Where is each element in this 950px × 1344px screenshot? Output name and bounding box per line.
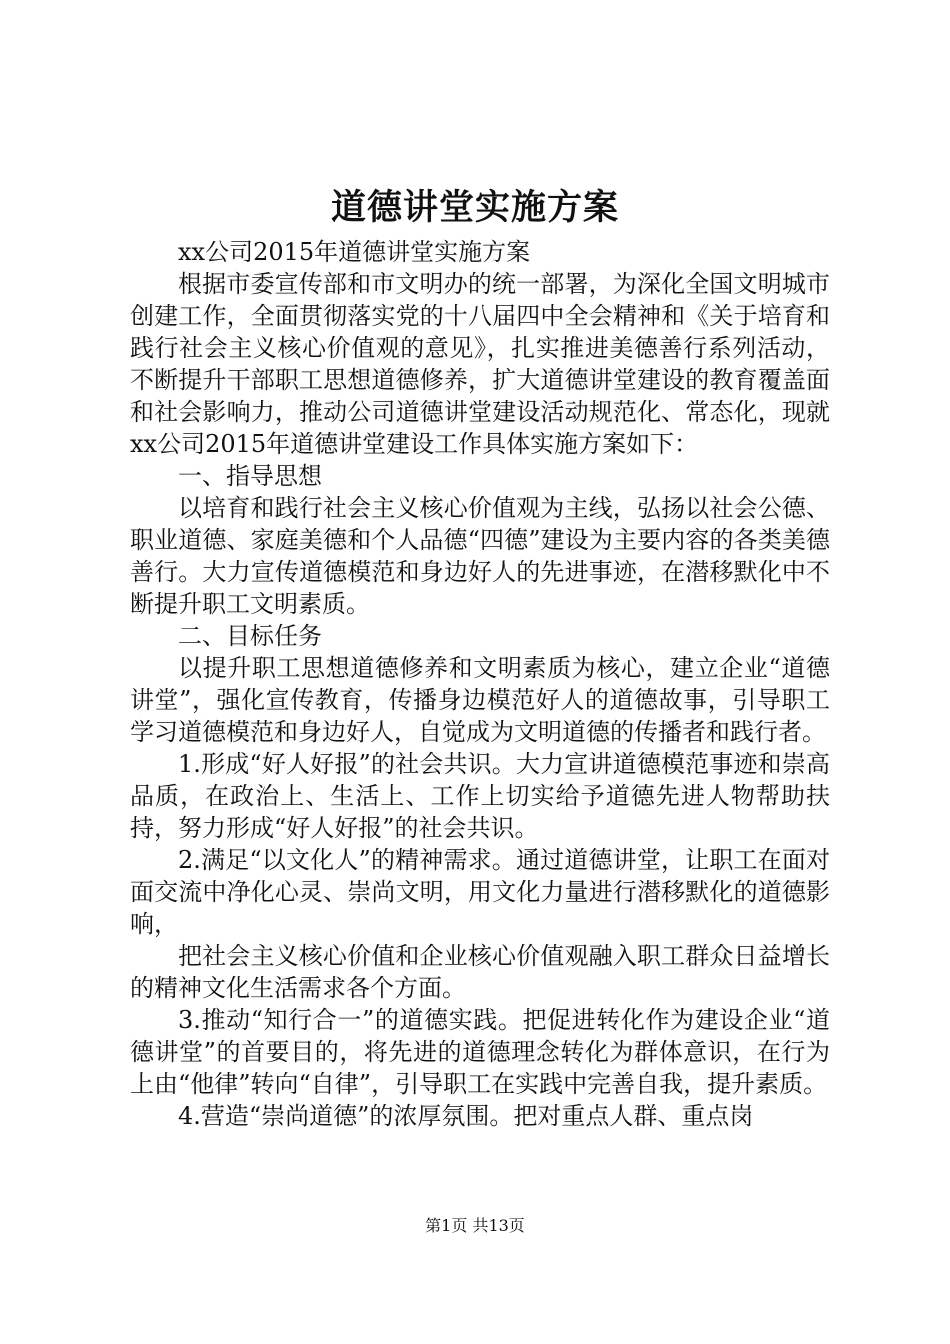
goals-paragraph: 以提升职工思想道德修养和文明素质为核心，建立企业“道德讲堂”，强化宣传教育，传播身边模范好人的道德故事，引导职工学习道德模范和身边好人，自觉成为文明道德的传播者和践行者。 (130, 654, 830, 746)
goal-item-1: 1.形成“好人好报”的社会共识。大力宣讲道德模范事迹和崇高品质，在政治上、生活上、工作上切实给予道德先进人物帮助扶持，努力形成“好人好报”的社会共识。 (130, 750, 830, 842)
guiding-ideology-paragraph: 以培育和践行社会主义核心价值观为主线，弘扬以社会公德、职业道德、家庭美德和个人品德“四德”建设为主要内容的各类美德善行。大力宣传道德模范和身边好人的先进事迹，在潜移默化中不断提升职工文明素质。 (130, 494, 830, 618)
subtitle-paragraph: xx公司2015年道德讲堂实施方案 (178, 238, 531, 266)
goal-item-2: 2.满足“以文化人”的精神需求。通过道德讲堂，让职工在面对面交流中净化心灵、崇尚文明，用文化力量进行潜移默化的道德影响， (130, 846, 830, 938)
document-title: 道德讲堂实施方案 (330, 188, 619, 228)
document-body (130, 236, 830, 1132)
goal-item-2-continued: 把社会主义核心价值和企业核心价值观融入职工群众日益增长的精神文化生活需求各个方面。 (130, 942, 830, 1002)
intro-paragraph: 根据市委宣传部和市文明办的统一部署，为深化全国文明城市创建工作，全面贯彻落实党的十八届四中全会精神和《关于培育和践行社会主义核心价值观的意见》，扎实推进美德善行系列活动，不断提升干部职工思想道德修养，扩大道德讲堂建设的教育覆盖面和社会影响力，推动公司道德讲堂建设活动规范化、常态化，现就xx公司2015年道德讲堂建设工作具体实施方案如下： (130, 270, 830, 458)
goal-item-3: 3.推动“知行合一”的道德实践。把促进转化作为建设企业“道德讲堂”的首要目的，将先进的道德理念转化为群体意识，在行为上由“他律”转向“自律”，引导职工在实践中完善自我，提升素质。 (130, 1006, 830, 1098)
goal-item-4: 4.营造“崇尚道德”的浓厚氛围。把对重点人群、重点岗 (178, 1102, 754, 1130)
section-heading-guiding-ideology: 一、指导思想 (178, 462, 322, 490)
page-number-footer: 第1页 共13页 (425, 1216, 525, 1235)
section-heading-goals: 二、目标任务 (178, 622, 322, 650)
